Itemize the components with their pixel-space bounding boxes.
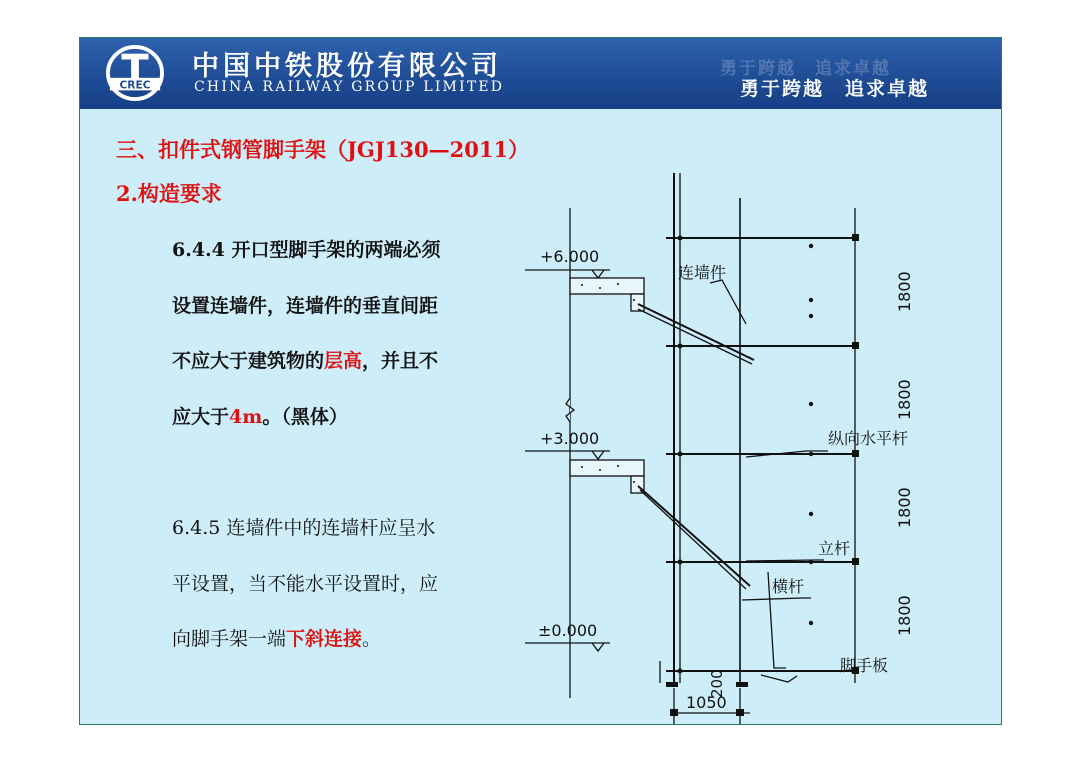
clause-2-highlight: 下斜连接 <box>286 628 363 650</box>
dimension-1800-third: 1800 <box>895 487 914 528</box>
dimension-1050: 1050 <box>686 693 727 712</box>
company-name-cn: 中国中铁股份有限公司 <box>192 51 502 82</box>
clause-2-text-c: 。 <box>362 628 382 650</box>
header-banner <box>80 38 1001 109</box>
clause-1-text-a: 6.4.4 开口型脚手架的两端必须设置连墙件，连墙件的垂直间距不应大于建筑物的 <box>172 239 441 372</box>
section-title: 三、扣件式钢管脚手架（JGJ130—2011） <box>116 137 530 162</box>
clause-1-highlight-4m: 4m <box>229 405 263 428</box>
clause-1-text-e: 。（黑体） <box>262 405 348 428</box>
elevation-label-mid: +3.000 <box>540 429 600 448</box>
clause-6-4-4 <box>172 223 442 445</box>
slogan-watermark: 勇于跨越 追求卓越 <box>720 59 891 79</box>
dimension-1800-second: 1800 <box>895 379 914 420</box>
elevation-label-bottom: ±0.000 <box>538 621 598 640</box>
clause-1-highlight-storey: 层高 <box>324 350 363 372</box>
slogan: 勇于跨越 追求卓越 <box>740 78 930 100</box>
slide <box>79 37 1002 725</box>
clause-6-4-5 <box>172 501 442 668</box>
label-longitudinal-ledger: 纵向水平杆 <box>828 429 909 448</box>
clause-2-text-a: 6.4.5 连墙件中的连墙杆应呈水平设置，当不能水平设置时，应向脚手架一端 <box>172 517 439 650</box>
dimension-1800-top: 1800 <box>895 271 914 312</box>
dimension-200: 200 <box>708 669 726 698</box>
logo-text: CREC <box>119 78 151 92</box>
dimension-1800-bottom: 1800 <box>895 595 914 636</box>
label-standard: 立杆 <box>818 539 851 558</box>
label-transom: 横杆 <box>772 577 805 596</box>
elevation-label-top: +6.000 <box>540 247 600 266</box>
label-scaffold-board: 脚手板 <box>840 656 889 675</box>
crec-logo-icon <box>106 45 164 101</box>
section-subtitle: 2.构造要求 <box>116 181 222 206</box>
clause-1-text-c: ，并且不应大于 <box>172 350 439 428</box>
label-tie-member: 连墙件 <box>678 263 727 282</box>
company-name-en: CHINA RAILWAY GROUP LIMITED <box>194 79 505 95</box>
scaffold-section-diagram <box>510 168 970 725</box>
